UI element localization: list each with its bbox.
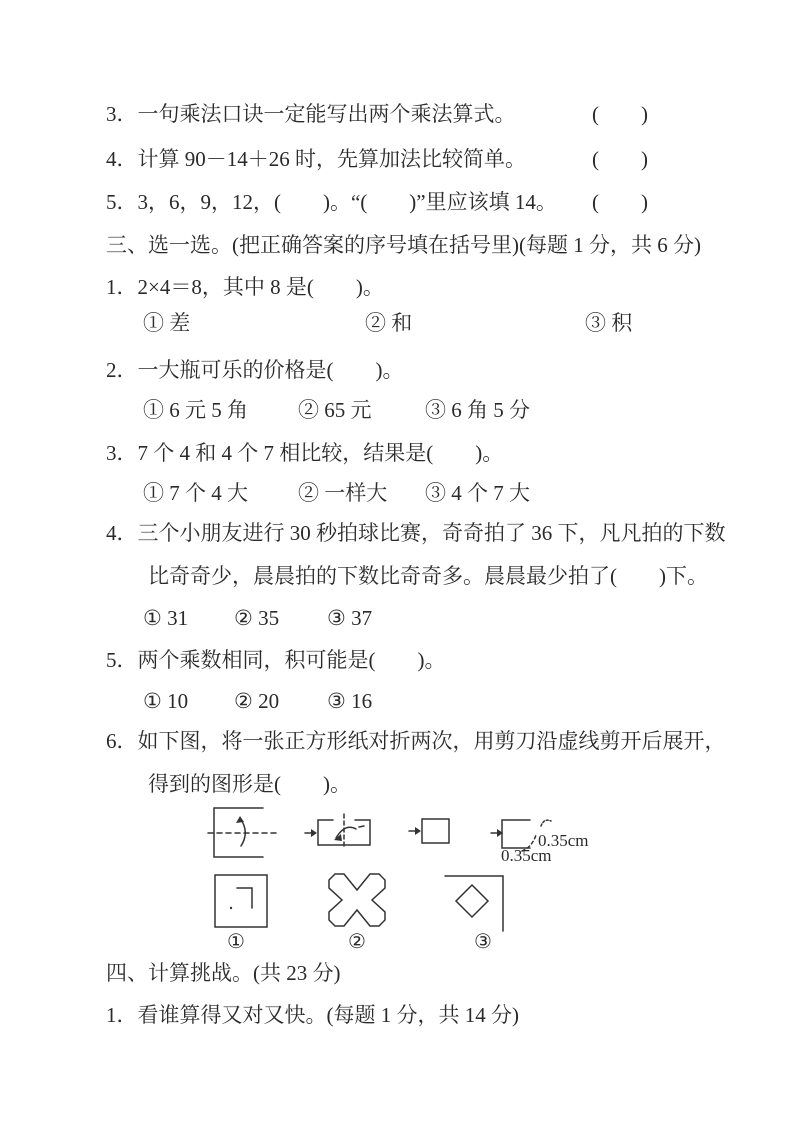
answer-shape-2-label: ② bbox=[348, 931, 366, 953]
mc-q2-option-2: ② 65 元 bbox=[298, 398, 372, 422]
answer-shape-1-label: ① bbox=[227, 931, 245, 953]
tf-item-4-answer-bracket: ( ) bbox=[592, 147, 648, 171]
mc-q5-option-1: ① 10 bbox=[143, 689, 189, 713]
mc-question-4-text-line2: 比奇奇少，晨晨拍的下数比奇奇多。晨晨最少拍了( )下。 bbox=[148, 564, 708, 588]
mc-q3-option-2: ② 一样大 bbox=[298, 481, 388, 505]
section4-heading: 四、计算挑战。(共 23 分) bbox=[106, 961, 341, 985]
answer-shape-3-label: ③ bbox=[474, 931, 492, 953]
mc-q1-option-1: ① 差 bbox=[143, 311, 191, 335]
cut-length-right-label: 0.35cm bbox=[538, 831, 589, 850]
mc-q2-option-1: ① 6 元 5 角 bbox=[143, 398, 248, 422]
mc-question-3-options bbox=[0, 480, 793, 510]
mc-q1-option-3: ③ 积 bbox=[585, 311, 633, 335]
tf-item-5-answer-bracket: ( ) bbox=[592, 190, 648, 214]
step-arrow-icon bbox=[491, 829, 503, 837]
cut-length-bottom-label: 0.35cm bbox=[501, 846, 552, 865]
mc-question-5-text: 5．两个乘数相同，积可能是( )。 bbox=[106, 648, 446, 672]
mc-question-6-text-line1: 6．如下图，将一张正方形纸对折两次，用剪刀沿虚线剪开后展开， bbox=[106, 729, 726, 753]
tf-item-3-text: 3．一句乘法口诀一定能写出两个乘法算式。 bbox=[106, 102, 516, 126]
mc-question-1-options bbox=[0, 310, 793, 340]
mc-question-4-text-line1: 4．三个小朋友进行 30 秒拍球比赛，奇奇拍了 36 下，凡凡拍的下数 bbox=[106, 521, 726, 545]
tf-item-3-answer-bracket: ( ) bbox=[592, 102, 648, 126]
mc-q5-option-3: ③ 16 bbox=[327, 689, 373, 713]
fold-and-cut-figure bbox=[195, 798, 665, 956]
cut-step-figure bbox=[501, 820, 589, 865]
mc-q4-option-2: ② 35 bbox=[234, 606, 280, 630]
answer-shape-3-figure bbox=[445, 876, 503, 931]
fold-step-1-figure bbox=[208, 808, 277, 857]
mc-question-2-text: 2．一大瓶可乐的价格是( )。 bbox=[106, 358, 404, 382]
tf-item-5-text: 5．3，6，9，12，( )。“( )”里应该填 14。 bbox=[106, 190, 557, 214]
fold-step-3-figure bbox=[422, 819, 449, 843]
mc-q2-option-3: ③ 6 角 5 分 bbox=[425, 398, 530, 422]
answer-shape-2-figure bbox=[329, 874, 385, 926]
mc-question-6-text-line2: 得到的图形是( )。 bbox=[148, 772, 351, 796]
mc-q3-option-1: ① 7 个 4 大 bbox=[143, 481, 248, 505]
step-arrow-icon bbox=[409, 827, 421, 835]
tf-item-4-text: 4．计算 90－14＋26 时，先算加法比较简单。 bbox=[106, 147, 526, 171]
mc-question-5-options bbox=[0, 688, 793, 718]
mc-question-1-text: 1．2×4＝8，其中 8 是( )。 bbox=[106, 275, 384, 299]
mc-q4-option-1: ① 31 bbox=[143, 606, 189, 630]
mc-q3-option-3: ③ 4 个 7 大 bbox=[425, 481, 530, 505]
mc-question-3-text: 3．7 个 4 和 4 个 7 相比较，结果是( )。 bbox=[106, 441, 504, 465]
mc-q5-option-2: ② 20 bbox=[234, 689, 280, 713]
mc-question-4-options bbox=[0, 605, 793, 635]
step-arrow-icon bbox=[305, 829, 317, 837]
section4-item-1-text: 1．看谁算得又对又快。(每题 1 分，共 14 分) bbox=[106, 1003, 519, 1027]
mc-q4-option-3: ③ 37 bbox=[327, 606, 373, 630]
fold-arrowhead-icon bbox=[236, 816, 244, 823]
mc-question-2-options bbox=[0, 397, 793, 427]
mc-q1-option-2: ② 和 bbox=[365, 311, 413, 335]
fold-step-2-figure bbox=[318, 814, 370, 849]
section3-heading: 三、选一选。(把正确答案的序号填在括号里)(每题 1 分，共 6 分) bbox=[106, 233, 701, 257]
answer-shape-1-figure bbox=[215, 875, 267, 927]
